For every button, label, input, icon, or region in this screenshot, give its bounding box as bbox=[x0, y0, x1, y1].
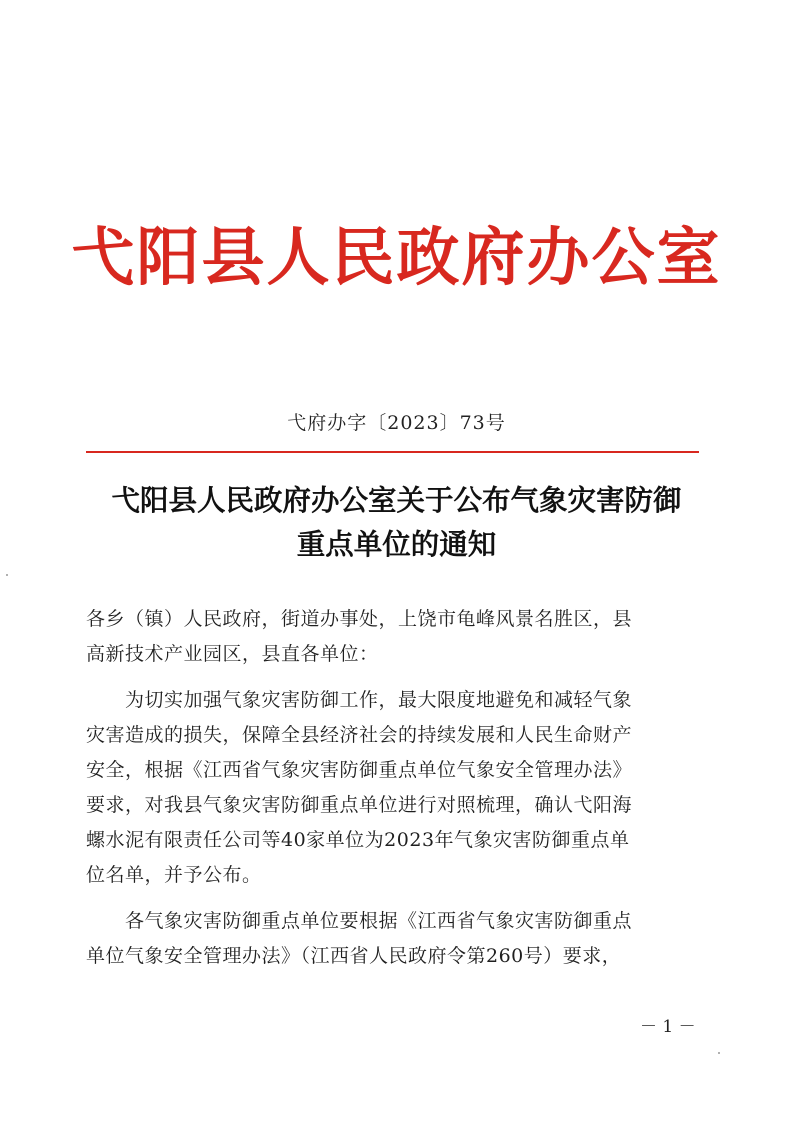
page-number: － 1 － bbox=[640, 1017, 696, 1037]
paragraph-1-line-4: 要求，对我县气象灾害防御重点单位进行对照梳理，确认弋阳海 bbox=[86, 794, 633, 816]
paragraph-1-line-5: 螺水泥有限责任公司等40家单位为2023年气象灾害防御重点单 bbox=[86, 829, 630, 851]
scan-speck bbox=[718, 1052, 720, 1054]
paragraph-1-line-6: 位名单，并予公布。 bbox=[86, 864, 262, 886]
notice-title bbox=[60, 478, 733, 566]
notice-body bbox=[86, 602, 691, 974]
paragraph-1-line-3: 安全，根据《江西省气象灾害防御重点单位气象安全管理办法》 bbox=[86, 759, 633, 781]
title-line-2: 重点单位的通知 bbox=[296, 527, 497, 561]
red-divider-line bbox=[86, 451, 699, 453]
org-masthead: 弋阳县人民政府办公室 bbox=[71, 221, 722, 294]
paragraph-1-line-1: 为切实加强气象灾害防御工作，最大限度地避免和减轻气象 bbox=[86, 689, 633, 711]
document-number: 弋府办字〔2023〕73号 bbox=[287, 412, 506, 434]
paragraph-2-line-2: 单位气象安全管理办法》（江西省人民政府令第260号）要求， bbox=[86, 945, 622, 967]
title-line-1: 弋阳县人民政府办公室关于公布气象灾害防御 bbox=[111, 483, 682, 517]
paragraph-1-line-2: 灾害造成的损失，保障全县经济社会的持续发展和人民生命财产 bbox=[86, 724, 633, 746]
scan-speck bbox=[6, 574, 8, 576]
addressee-line-1: 各乡（镇）人民政府，街道办事处，上饶市龟峰风景名胜区，县 bbox=[86, 608, 633, 630]
addressee-line-2: 高新技术产业园区，县直各单位： bbox=[86, 643, 379, 665]
paragraph-2-line-1: 各气象灾害防御重点单位要根据《江西省气象灾害防御重点 bbox=[86, 910, 633, 932]
